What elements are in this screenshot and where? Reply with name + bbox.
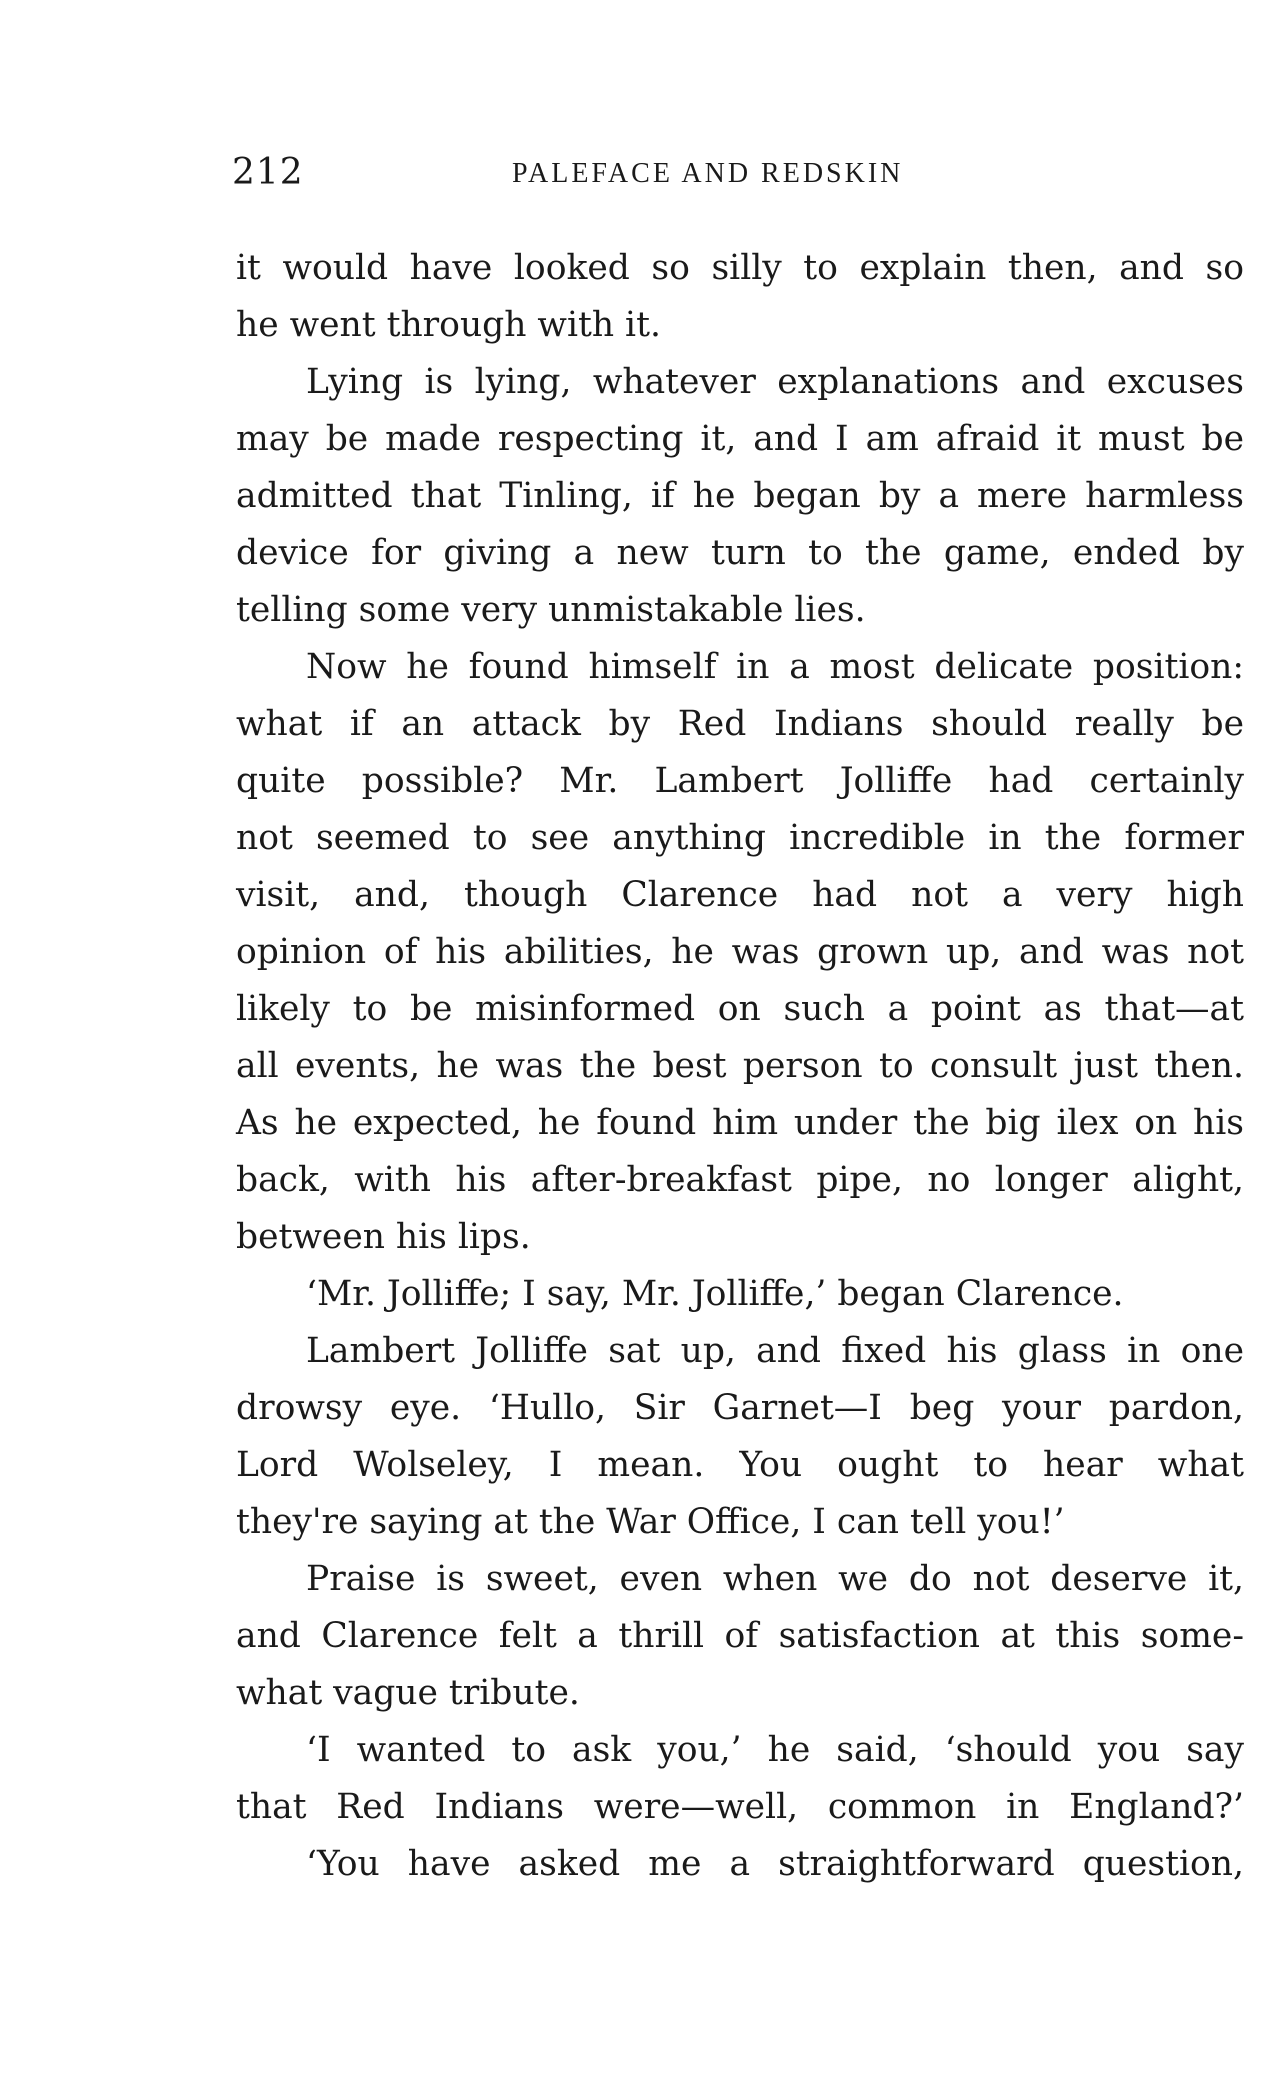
text-line: not seemed to see anything incredible in the former bbox=[236, 818, 1244, 858]
page-number: 212 bbox=[232, 152, 304, 193]
text-line: back, with his after-breakfast pipe, no longer alight, bbox=[236, 1160, 1244, 1200]
text-line: all events, he was the best person to consult just then. bbox=[236, 1046, 1244, 1086]
text-line: ‘Mr. Jolliffe; I say, Mr. Jolliffe,’ began Clarence. bbox=[306, 1274, 1124, 1314]
text-line: admitted that Tinling, if he began by a mere harmless bbox=[236, 476, 1244, 516]
text-line: may be made respecting it, and I am afraid it must be bbox=[236, 419, 1244, 459]
running-head bbox=[232, 152, 1242, 202]
text-line: they're saying at the War Office, I can tell you!’ bbox=[236, 1502, 1065, 1542]
text-line: likely to be misinformed on such a point as that—at bbox=[236, 989, 1244, 1029]
running-title: PALEFACE AND REDSKIN bbox=[512, 158, 904, 189]
text-line: ‘I wanted to ask you,’ he said, ‘should you say bbox=[306, 1730, 1244, 1770]
text-line: what vague tribute. bbox=[236, 1673, 580, 1713]
text-line: drowsy eye. ‘Hullo, Sir Garnet—I beg your pardon, bbox=[236, 1388, 1244, 1428]
text-line: device for giving a new turn to the game, ended by bbox=[236, 533, 1244, 573]
text-line: ‘You have asked me a straightforward question, bbox=[306, 1844, 1244, 1884]
text-line: Lying is lying, whatever explanations and excuses bbox=[306, 362, 1244, 402]
text-line: Lambert Jolliffe sat up, and fixed his glass in one bbox=[306, 1331, 1244, 1371]
text-line: and Clarence felt a thrill of satisfaction at this some- bbox=[236, 1616, 1244, 1656]
text-line: what if an attack by Red Indians should really be bbox=[236, 704, 1244, 744]
text-line: between his lips. bbox=[236, 1217, 531, 1257]
text-line: quite possible? Mr. Lambert Jolliffe had certainly bbox=[236, 761, 1244, 801]
text-line: he went through with it. bbox=[236, 305, 661, 345]
text-line: telling some very unmistakable lies. bbox=[236, 590, 866, 630]
text-line: opinion of his abilities, he was grown up, and was not bbox=[236, 932, 1244, 972]
text-line: Lord Wolseley, I mean. You ought to hear what bbox=[236, 1445, 1244, 1485]
text-line: visit, and, though Clarence had not a very high bbox=[236, 875, 1244, 915]
body-text bbox=[236, 240, 1244, 1893]
text-line: it would have looked so silly to explain then, and so bbox=[236, 248, 1244, 288]
text-line: Praise is sweet, even when we do not deserve it, bbox=[306, 1559, 1244, 1599]
text-line: As he expected, he found him under the big ilex on his bbox=[236, 1103, 1244, 1143]
text-line: that Red Indians were—well, common in England?’ bbox=[236, 1787, 1244, 1827]
text-line: Now he found himself in a most delicate position: bbox=[306, 647, 1244, 687]
